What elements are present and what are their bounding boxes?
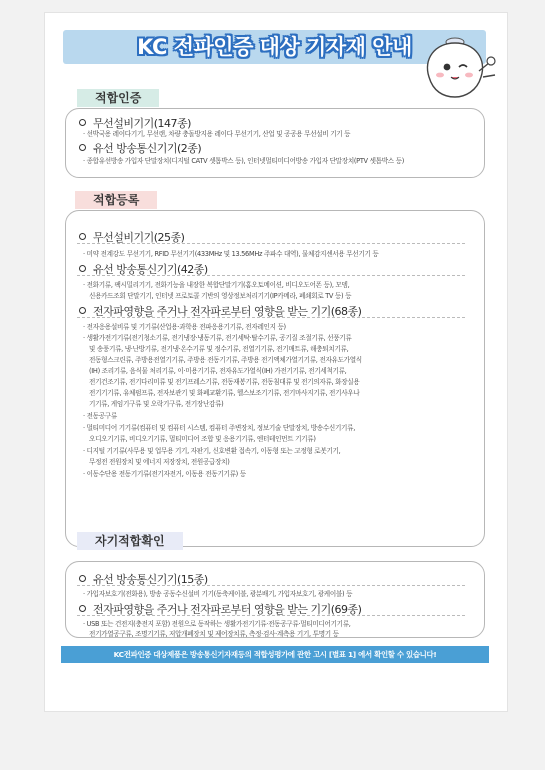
notice-sheet — [44, 12, 508, 712]
emc-line: · 전동공구류 — [83, 412, 117, 420]
emc-line: 오디오기기류, 비디오기기류, 멀티미디어 조합 및 응용기기류, 엔터테인먼트 기기류) — [89, 435, 316, 443]
registration-label: 적합등록 — [75, 191, 157, 209]
approval-wired-desc: · 종합유선방송 가입자 단말장치(디지털 CATV 셋톱박스 등), 인터넷멀티미디어방송 가입자 단말장치(PTV 셋톱박스 등) — [83, 157, 404, 165]
divider — [77, 243, 465, 244]
registration-emc-heading: 전자파영향을 주거나 전자파로부터 영향을 받는 기기(68종) — [79, 303, 361, 319]
self-emc-line: · USB 또는 건전지(충전지 포함) 전원으로 동작하는 생활가전기기류·전동공구류·멀티미디어기기류, — [83, 620, 351, 628]
circle-bullet-icon — [79, 144, 86, 151]
footer-notice: KC전파인증 대상제품은 방송통신기자재등의 적합성평가에 관한 고시 [별표 1] 에서 확인할 수 있습니다! — [61, 646, 489, 663]
divider — [77, 585, 465, 586]
emc-line: · 멀티미디어 기기류(컴퓨터 및 컴퓨터 시스템, 컴퓨터 주변장치, 정보기술 단말장치, 방송수신기기류, — [83, 424, 355, 432]
emc-line: · 디지털 기기류(사무용 및 업무용 기기, 자판기, 신호변환 접속기, 이동형 또는 고정형 로봇기기, — [83, 447, 341, 455]
circle-bullet-icon — [79, 575, 86, 582]
emc-line: 무정전 전원장치 및 에너지 저장장치, 전원공급장치) — [89, 458, 230, 466]
approval-wireless-desc: · 선박국용 레이다기기, 무선랜, 차량 충돌방지용 레이다 무선기기, 산업 및 공공용 무선설비 기기 등 — [83, 130, 351, 138]
divider — [77, 275, 465, 276]
emc-line: · 전자응용설비류 및 기기류(산업용·과학용 전파응용기기류, 전자레인지 등) — [83, 323, 286, 331]
circle-bullet-icon — [79, 233, 86, 240]
self-wired-desc: · 가입자보호기(전화용), 방송 공동수신설비 기기(동축케이블, 광분배기, 가입자보호기, 광케이블) 등 — [83, 590, 353, 598]
emc-line: 및 송풍기류, 냉·난방기류, 전기냉·온수기류 및 정수기류, 전열기기류, 전기매트류, 해충퇴치기류, — [89, 345, 349, 353]
emc-line: (IH) 조리기류, 음식물 처리기류, 이·미용기기류, 전자유도가열식(IH) 가전기기류, 전기세척기류, — [89, 367, 347, 375]
self-emc-line: 전기가열공구류, 조명기기류, 저압개폐장치 및 제어장치류, 측정·검사·계측용 기기, 투명기 등 — [89, 630, 339, 638]
page-title: KC 전파인증 대상 기자재 안내 — [137, 35, 412, 59]
emc-line: 전기건조기류, 전기다리미류 및 전기프레스기류, 전동재봉기류, 전동침대류 및 전기의자류, 화장실용 — [89, 378, 360, 386]
self-check-label: 자기적합확인 — [77, 532, 183, 550]
registration-wired-line: · 전화기류, 팩시밀리기기, 전화기능을 내장한 복합단말기기(홈오토메이션, 비디오도어폰 등), 모뎀, — [83, 281, 350, 289]
approval-label: 적합인증 — [77, 89, 159, 107]
emc-line: · 생활가전기기류(전기청소기류, 전기냉장·냉동기류, 전기세탁·탈수기류, 공기질 조절기류, 선풍기류 — [83, 334, 352, 342]
divider — [77, 615, 465, 616]
emc-line: 전동형스크린류, 주방용전열기기류, 주방용 전동기기류, 주방용 전기액체가열기기류, 전자유도가열식 — [89, 356, 362, 364]
emc-line: 전기기기류, 유체펌프류, 전자보관기 및 화폐교환기류, 헬스보조기기류, 전기마사지기류, 전기사우나 — [89, 389, 360, 397]
self-wired-heading: 유선 방송통신기기(15종) — [79, 571, 208, 587]
registration-wireless-desc: · 미약 전계강도 무선기기, RFID 무선기기(433MHz 및 13.56MHz 주파수 대역), 물체감지센서용 무선기기 등 — [83, 250, 379, 258]
registration-wireless-heading: 무선설비기기(25종) — [79, 229, 184, 245]
emc-line: · 이동수단용 전동기기류(전기자전거, 이동용 전동기기류) 등 — [83, 470, 246, 478]
mascot-illustration — [417, 29, 497, 99]
circle-bullet-icon — [79, 265, 86, 272]
approval-wired-heading: 유선 방송통신기기(2종) — [79, 140, 201, 156]
registration-wired-heading: 유선 방송통신기기(42종) — [79, 261, 208, 277]
emc-line: 기기류, 게임기구류 및 오락기구류, 전기장난감류) — [89, 400, 224, 408]
self-emc-heading: 전자파영향을 주거나 전자파로부터 영향을 받는 기기(69종) — [79, 601, 361, 617]
approval-wireless-heading: 무선설비기기(147종) — [79, 115, 191, 131]
circle-bullet-icon — [79, 605, 86, 612]
registration-wired-line: 신용카드조회 단말기기, 인터넷 프로토콜 기반의 영상정보처리기기(IP카메라, 폐쇄회로 TV 등) 등 — [89, 292, 352, 300]
circle-bullet-icon — [79, 307, 86, 314]
divider — [77, 317, 465, 318]
circle-bullet-icon — [79, 119, 86, 126]
